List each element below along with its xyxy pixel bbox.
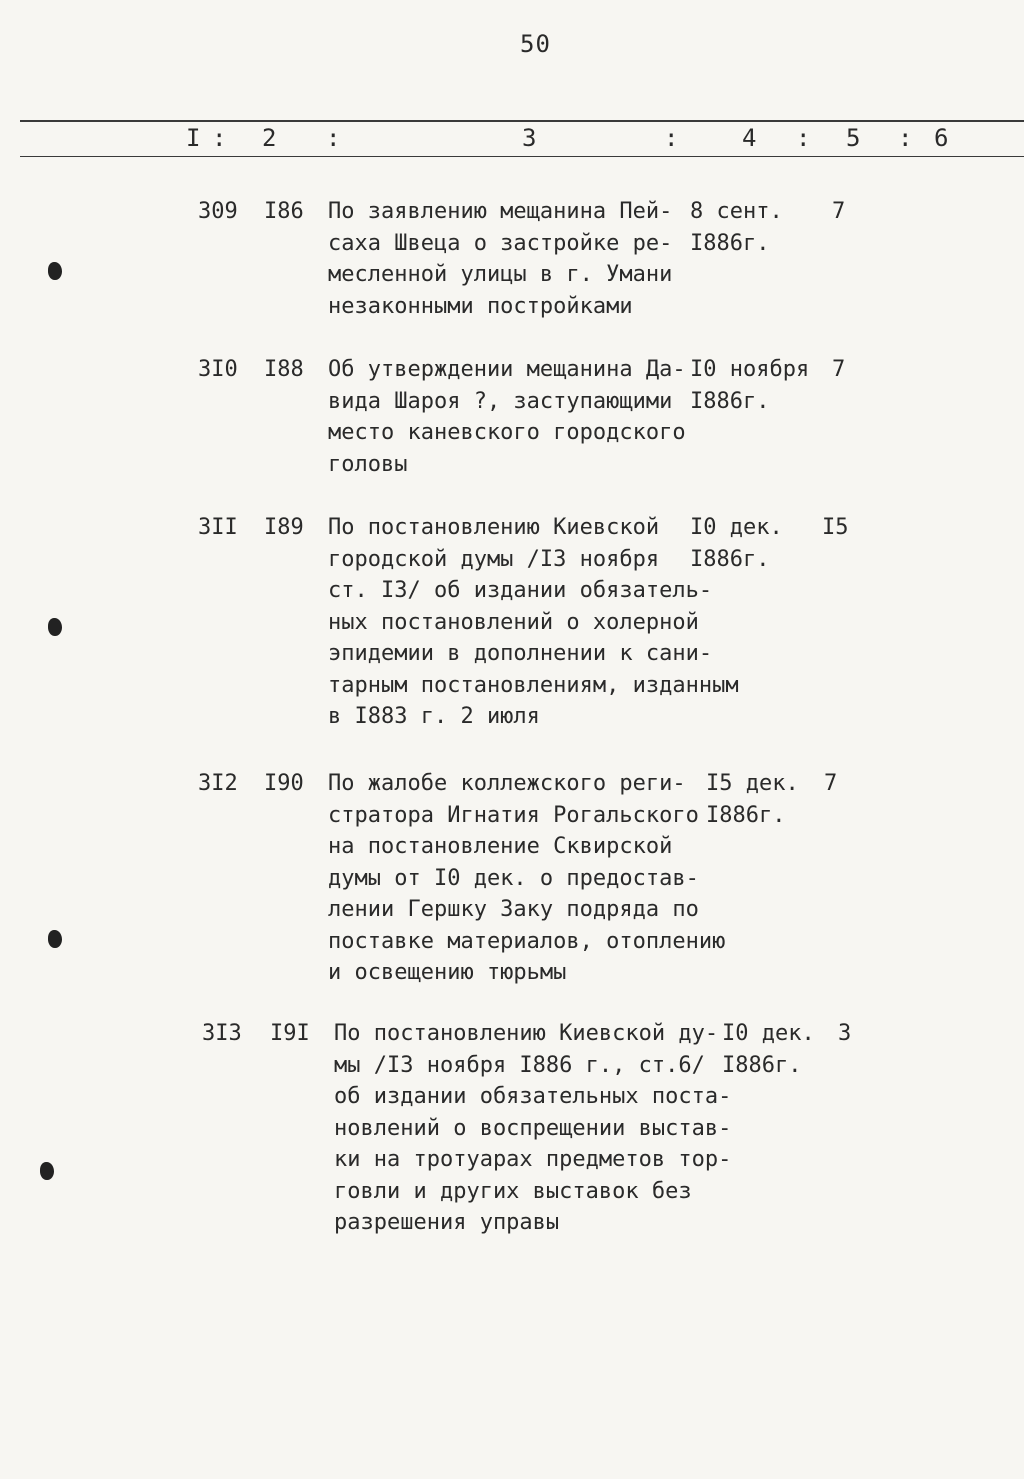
date-line: I0 ноября [690, 357, 810, 382]
entry-page-count: I5 [822, 515, 849, 540]
entry-file-number: I88 [264, 357, 304, 382]
entry-number: 3I0 [198, 357, 238, 382]
column-separator: : [664, 124, 679, 152]
description-line: саха Швеца о застройке ре- [328, 230, 673, 256]
date-line: 8 сент. [690, 199, 783, 224]
column-header-2: 2 [262, 124, 277, 152]
punch-hole-mark [48, 618, 62, 636]
column-header-6: 6 [934, 124, 949, 152]
description-line: говли и других выставок без [334, 1178, 692, 1204]
entry-page-count: 7 [832, 199, 846, 224]
punch-hole-mark [48, 930, 62, 948]
description-line: Об утверждении мещанина Да- [328, 357, 686, 382]
entry-date [690, 196, 783, 259]
entry-date [690, 512, 783, 575]
page-number: 50 [520, 30, 551, 58]
description-line: об издании обязательных поста- [334, 1084, 732, 1109]
description-line: месленной улицы в г. Умани [328, 262, 673, 287]
entry-description [328, 354, 686, 480]
column-header-1: I [186, 124, 201, 152]
description-line: городской думы /I3 ноября [328, 546, 660, 572]
description-line: По жалобе коллежского реги- [328, 771, 686, 796]
entry-description [328, 512, 739, 733]
description-line: разрешения управы [334, 1210, 560, 1235]
column-header-4: 4 [742, 124, 757, 152]
column-separator: : [796, 124, 811, 152]
entry-description [328, 768, 725, 989]
date-line: I886г. [690, 546, 770, 572]
description-line: незаконными постройками [328, 293, 633, 319]
entry-page-count: 3 [838, 1021, 852, 1046]
column-separator: : [212, 124, 227, 152]
description-line: мы /I3 ноября I886 г., ст.6/ [334, 1052, 705, 1078]
entry-date [706, 768, 799, 831]
entry-page-count: 7 [832, 357, 846, 382]
description-line: По заявлению мещанина Пей- [328, 199, 673, 224]
column-header-5: 5 [846, 124, 861, 152]
description-line: лении Гершку Заку подряда по [328, 897, 699, 922]
description-line: головы [328, 451, 408, 477]
header-bottom-rule [20, 156, 1024, 157]
entry-number: 3II [198, 515, 238, 540]
description-line: на постановление Сквирской [328, 834, 673, 859]
entry-page-count: 7 [824, 771, 838, 796]
description-line: ст. I3/ об издании обязатель- [328, 578, 713, 603]
entry-number: 309 [198, 199, 238, 224]
description-line: вида Шароя ?, заступающими [328, 388, 673, 414]
entry-description [334, 1018, 731, 1239]
entry-number: 3I3 [202, 1021, 242, 1046]
column-separator: : [326, 124, 341, 152]
description-line: По постановлению Киевской [328, 515, 660, 540]
entry-number: 3I2 [198, 771, 238, 796]
description-line: По постановлению Киевской ду- [334, 1021, 719, 1046]
column-separator: : [898, 124, 913, 152]
date-line: I886г. [722, 1052, 802, 1078]
entry-file-number: I89 [264, 515, 304, 540]
entry-file-number: I90 [264, 771, 304, 796]
description-line: эпидемии в дополнении к сани- [328, 641, 713, 666]
date-line: I886г. [690, 388, 770, 414]
description-line: и освещению тюрьмы [328, 960, 567, 985]
description-line: место каневского городского [328, 420, 686, 445]
description-line: ки на тротуарах предметов тор- [334, 1147, 732, 1172]
date-line: I0 дек. [690, 515, 783, 540]
punch-hole-mark [48, 262, 62, 280]
description-line: в I883 г. 2 июля [328, 704, 540, 729]
entry-date [690, 354, 809, 417]
header-top-rule [20, 120, 1024, 122]
punch-hole-mark [40, 1162, 54, 1180]
column-header-3: 3 [522, 124, 537, 152]
description-line: новлений о воспрещении выстав- [334, 1115, 732, 1141]
date-line: I886г. [706, 802, 786, 828]
description-line: тарным постановлениям, изданным [328, 672, 739, 698]
entry-file-number: I86 [264, 199, 304, 224]
date-line: I0 дек. [722, 1021, 815, 1046]
description-line: стратора Игнатия Рогальского [328, 802, 699, 828]
description-line: поставке материалов, отоплению [328, 928, 726, 954]
entry-date [722, 1018, 815, 1081]
date-line: I5 дек. [706, 771, 799, 796]
entry-file-number: I9I [270, 1021, 310, 1046]
date-line: I886г. [690, 230, 770, 256]
description-line: думы от I0 дек. о предостав- [328, 865, 699, 891]
description-line: ных постановлений о холерной [328, 609, 699, 635]
entry-description [328, 196, 672, 322]
